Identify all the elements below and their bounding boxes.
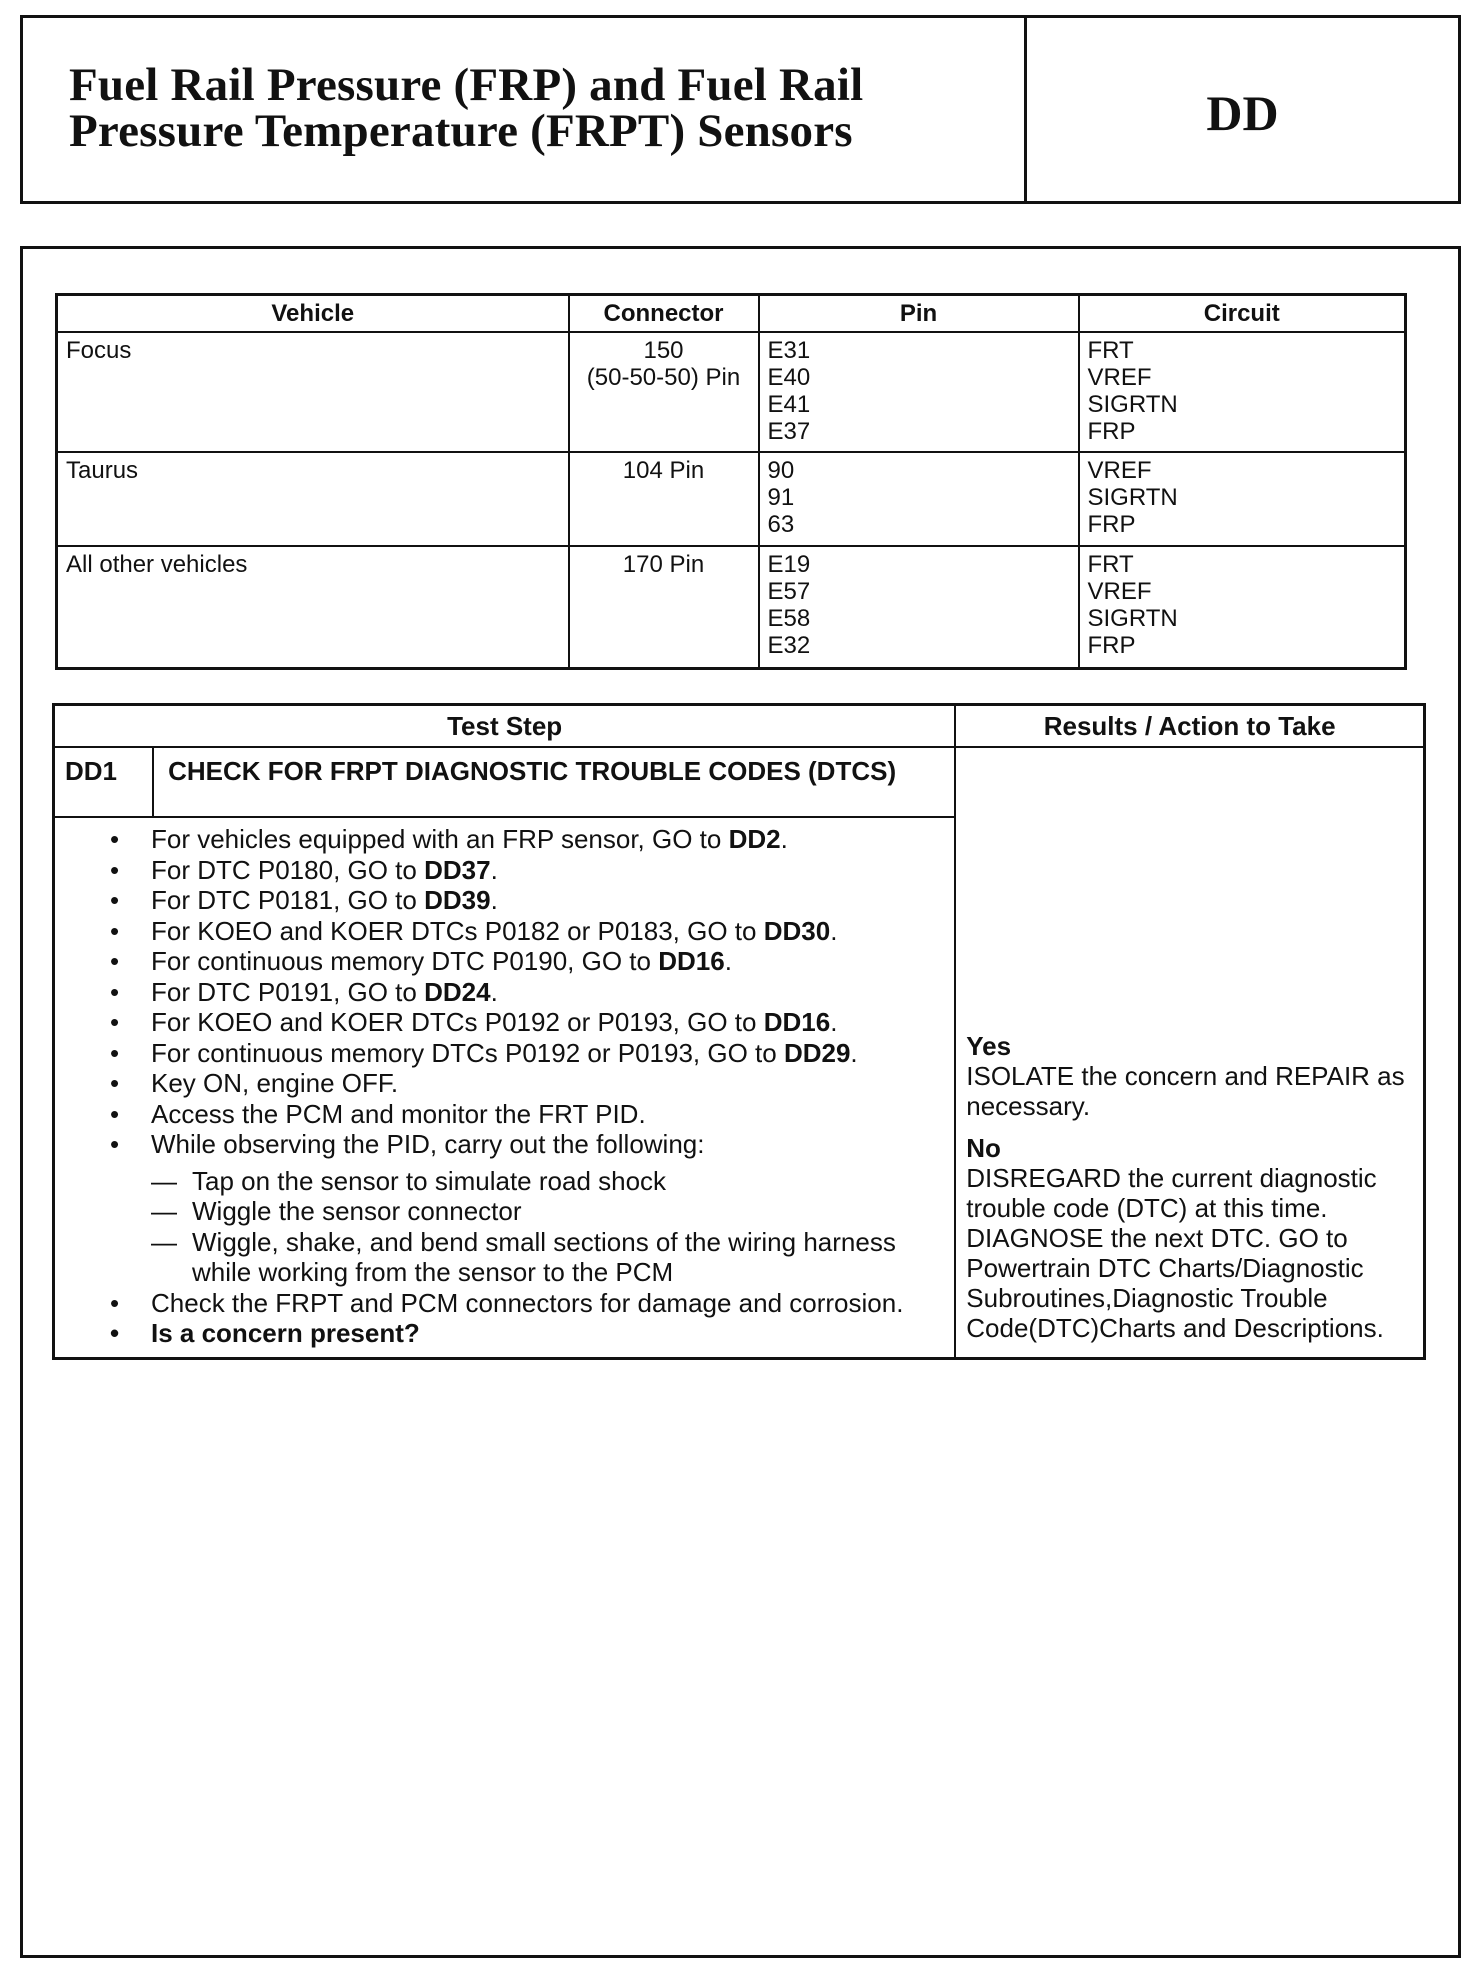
table-row (57, 452, 1406, 546)
page-title (23, 18, 1027, 201)
circuit-cell (1079, 546, 1406, 668)
pin-value: E58 (767, 605, 811, 632)
circuit-value: FRP (1087, 511, 1136, 538)
circuit-value: SIGRTN (1087, 391, 1178, 418)
circuit-value: FRP (1087, 632, 1136, 659)
instruction-list (65, 824, 944, 1349)
table-row (57, 546, 1406, 668)
column-header-circuit: Circuit (1079, 295, 1406, 333)
page-title-line-1: Fuel Rail Pressure (FRP) and Fuel Rail (69, 59, 864, 111)
vehicle-cell: Taurus (57, 452, 569, 546)
pin-value: E40 (767, 364, 811, 391)
step-reference: DD39 (424, 885, 491, 915)
connector-line: 170 Pin (622, 551, 705, 578)
pin-cell (759, 546, 1079, 668)
step-reference: DD16 (658, 946, 725, 976)
connector-line: 150 (643, 337, 684, 364)
list-item: • While observing the PID, carry out the following: — Tap on the sensor to simulate road shock — Wiggle the sensor connector — Wiggle, shake, and bend small sections of the wiring harness while working from the sensor to the PCM (151, 1129, 944, 1288)
section-code: DD (1206, 84, 1279, 141)
circuit-value: VREF (1087, 457, 1152, 484)
page-header (20, 15, 1461, 204)
pin-value: E41 (767, 391, 811, 418)
step-reference: DD37 (424, 854, 491, 885)
list-item: • Key ON, engine OFF. (151, 1068, 944, 1099)
result-no-text-2: DIAGNOSE the next DTC. GO to Powertrain DTC Charts/Diagnostic Subroutines,Diagnostic Trouble Code(DTC)Charts and Descriptions. (966, 1222, 1384, 1343)
step-reference: DD24 (424, 976, 491, 1007)
list-item: • For DTC P0181, GO to DD39. (151, 885, 944, 916)
pin-value: E57 (767, 578, 811, 605)
list-item: • For DTC P0191, GO to DD24. (151, 977, 944, 1008)
pin-table (55, 293, 1407, 670)
column-header-vehicle: Vehicle (57, 295, 569, 333)
list-item: • Check the FRPT and PCM connectors for damage and corrosion. (151, 1288, 944, 1319)
circuit-value: FRP (1087, 418, 1136, 445)
list-item: • For vehicles equipped with an FRP sensor, GO to DD2. (151, 824, 944, 855)
pin-value: E19 (767, 551, 811, 578)
circuit-value: FRT (1087, 337, 1134, 364)
pin-value: 90 (767, 457, 795, 484)
pin-value: E37 (767, 418, 811, 445)
connector-cell (569, 332, 759, 452)
result-yes-label: Yes (966, 1030, 1012, 1061)
step-title-row (54, 747, 1425, 817)
connector-cell (569, 546, 759, 668)
page-title-line-2: Pressure Temperature (FRPT) Sensors (69, 105, 853, 157)
step-table-header-row (54, 705, 1425, 748)
pin-value: 91 (767, 484, 795, 511)
results-cell (955, 747, 1424, 1358)
step-id: DD1 (54, 747, 154, 817)
vehicle-cell: All other vehicles (57, 546, 569, 668)
step-name: CHECK FOR FRPT DIAGNOSTIC TROUBLE CODES (DTCS) (153, 747, 955, 817)
circuit-cell (1079, 452, 1406, 546)
circuit-value: VREF (1087, 364, 1152, 391)
sub-instruction-list (151, 1166, 944, 1288)
connector-line: (50-50-50) Pin (586, 364, 741, 391)
circuit-value: VREF (1087, 578, 1152, 605)
column-header-results: Results / Action to Take (955, 705, 1424, 748)
result-no-label: No (966, 1132, 1001, 1163)
result-no-text: DISREGARD the current diagnostic trouble code (DTC) at this time. (966, 1162, 1377, 1223)
pin-table-header-row (57, 295, 1406, 333)
connector-cell (569, 452, 759, 546)
table-row (57, 332, 1406, 452)
sub-list-item: — Wiggle the sensor connector (192, 1196, 944, 1227)
step-reference: DD30 (763, 915, 831, 946)
column-header-pin: Pin (759, 295, 1079, 333)
list-item: • Access the PCM and monitor the FRT PID. (151, 1099, 944, 1130)
pin-cell (759, 332, 1079, 452)
sub-list-item: — Wiggle, shake, and bend small sections of the wiring harness while working from the sensor to the PCM (192, 1227, 944, 1288)
connector-line: 104 Pin (622, 457, 705, 484)
step-reference: DD29 (783, 1037, 851, 1068)
column-header-connector: Connector (569, 295, 759, 333)
circuit-value: SIGRTN (1087, 484, 1178, 511)
test-step-table (52, 703, 1426, 1360)
step-question: • Is a concern present? (151, 1318, 944, 1349)
pin-value: E31 (767, 337, 811, 364)
step-reference: DD2 (728, 824, 781, 854)
list-item: • For DTC P0180, GO to DD37. (151, 855, 944, 886)
column-header-test-step: Test Step (54, 705, 956, 748)
sub-list-item: — Tap on the sensor to simulate road shock (192, 1166, 944, 1197)
step-instructions (54, 817, 956, 1358)
circuit-cell (1079, 332, 1406, 452)
list-item: • For continuous memory DTC P0190, GO to DD16. (151, 946, 944, 977)
list-item: • For KOEO and KOER DTCs P0192 or P0193, GO to DD16. (151, 1007, 944, 1038)
list-item: • For KOEO and KOER DTCs P0182 or P0183, GO to DD30. (151, 916, 944, 947)
circuit-value: SIGRTN (1087, 605, 1178, 632)
pin-value: 63 (767, 511, 795, 538)
pin-cell (759, 452, 1079, 546)
list-item: • For continuous memory DTCs P0192 or P0193, GO to DD29. (151, 1038, 944, 1069)
vehicle-cell: Focus (57, 332, 569, 452)
circuit-value: FRT (1087, 551, 1134, 578)
pin-value: E32 (767, 632, 811, 659)
step-reference: DD16 (763, 1007, 831, 1037)
result-yes-text: ISOLATE the concern and REPAIR as necessary. (966, 1060, 1405, 1121)
